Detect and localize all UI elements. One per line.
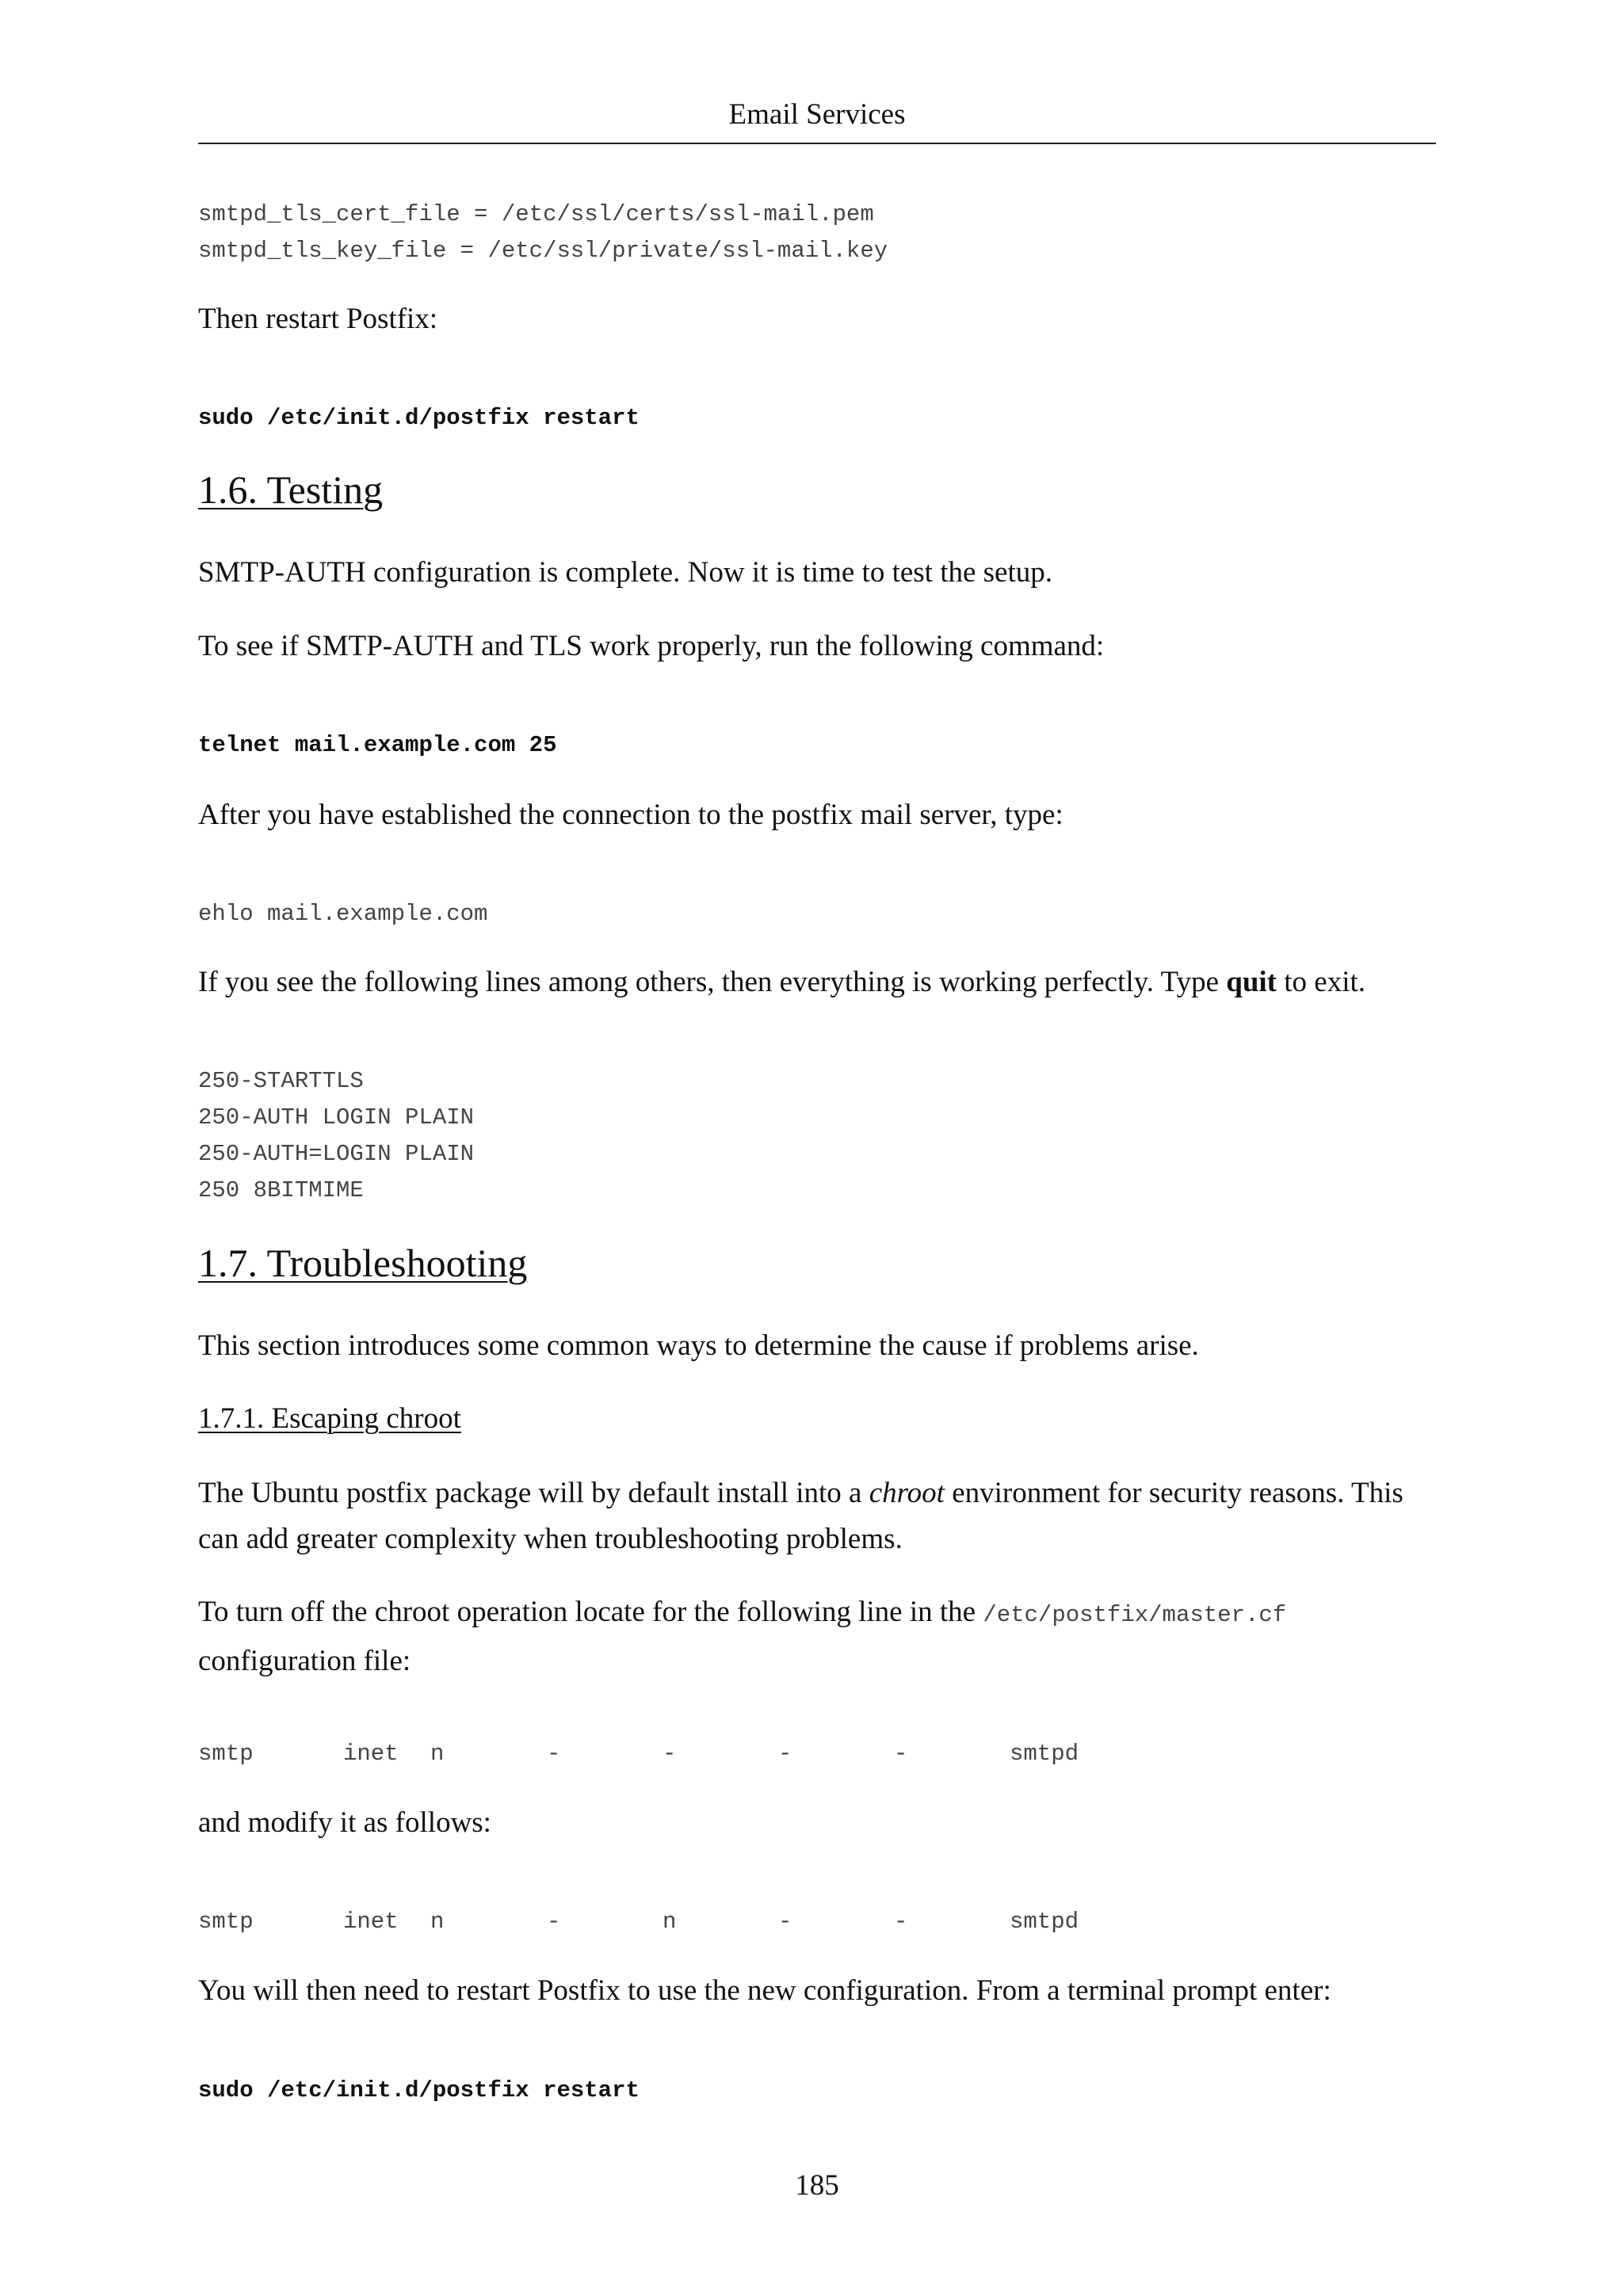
- command-line: sudo /etc/init.d/postfix restart: [198, 2077, 640, 2103]
- page-number: 185: [795, 2169, 839, 2202]
- section-heading-troubleshooting: 1.7. Troubleshooting: [198, 1241, 528, 1285]
- code-line: ehlo mail.example.com: [198, 901, 488, 927]
- master-cf-field: -: [547, 1909, 561, 1935]
- italic-text: chroot: [869, 1477, 945, 1509]
- header-rule: [198, 143, 1436, 144]
- master-cf-line-modified: [198, 1904, 1308, 1940]
- paragraph: You will then need to restart Postfix to use the new configuration. From a terminal prompt enter:: [198, 1974, 1331, 2007]
- code-line: smtpd_tls_key_file = /etc/ssl/private/ssl-mail.key: [198, 238, 888, 264]
- text-run: To turn off the chroot operation locate for the following line in the: [198, 1596, 983, 1628]
- paragraph: To see if SMTP-AUTH and TLS work properly, run the following command:: [198, 630, 1105, 662]
- master-cf-field: smtp: [198, 1741, 254, 1767]
- master-cf-field: -: [663, 1741, 677, 1767]
- paragraph: SMTP-AUTH configuration is complete. Now it is time to test the setup.: [198, 556, 1053, 589]
- text-run: environment for security reasons. This can add greater complexity when troubleshooting problems.: [198, 1477, 1403, 1555]
- bold-text: quit: [1226, 966, 1277, 998]
- paragraph: and modify it as follows:: [198, 1806, 491, 1839]
- paragraph: [198, 959, 1436, 1005]
- inline-code: /etc/postfix/master.cf: [983, 1602, 1287, 1628]
- paragraph: [198, 1589, 1436, 1684]
- paragraph: This section introduces some common ways to determine the cause if problems arise.: [198, 1329, 1199, 1362]
- paragraph: Then restart Postfix:: [198, 303, 438, 335]
- master-cf-field: inet: [343, 1909, 399, 1935]
- code-line: 250-AUTH LOGIN PLAIN: [198, 1104, 475, 1131]
- master-cf-field: n: [430, 1741, 445, 1767]
- master-cf-field: smtp: [198, 1909, 254, 1935]
- running-header: Email Services: [728, 98, 906, 131]
- paragraph: [198, 1470, 1436, 1562]
- subsection-heading-escaping-chroot: 1.7.1. Escaping chroot: [198, 1402, 461, 1435]
- master-cf-field: smtpd: [1010, 1909, 1079, 1935]
- master-cf-field: smtpd: [1010, 1741, 1079, 1767]
- paragraph: After you have established the connection to the postfix mail server, type:: [198, 799, 1064, 831]
- master-cf-field: -: [894, 1741, 908, 1767]
- command-line: sudo /etc/init.d/postfix restart: [198, 405, 640, 431]
- code-line: 250 8BITMIME: [198, 1177, 364, 1203]
- text-run: configuration file:: [198, 1645, 411, 1677]
- master-cf-line-original: [198, 1736, 1308, 1772]
- code-line: 250-STARTTLS: [198, 1068, 364, 1094]
- master-cf-field: -: [778, 1741, 792, 1767]
- code-line: smtpd_tls_cert_file = /etc/ssl/certs/ssl-mail.pem: [198, 201, 874, 227]
- section-heading-testing: 1.6. Testing: [198, 467, 384, 512]
- master-cf-field: -: [778, 1909, 792, 1935]
- text-run: to exit.: [1277, 966, 1366, 998]
- master-cf-field: n: [430, 1909, 445, 1935]
- text-run: The Ubuntu postfix package will by default install into a: [198, 1477, 869, 1509]
- text-run: If you see the following lines among others, then everything is working perfectly. Type: [198, 966, 1227, 998]
- master-cf-field: inet: [343, 1741, 399, 1767]
- master-cf-field: n: [663, 1909, 677, 1935]
- code-line: 250-AUTH=LOGIN PLAIN: [198, 1141, 475, 1167]
- master-cf-field: -: [894, 1909, 908, 1935]
- command-line: telnet mail.example.com 25: [198, 732, 557, 758]
- master-cf-field: -: [547, 1741, 561, 1767]
